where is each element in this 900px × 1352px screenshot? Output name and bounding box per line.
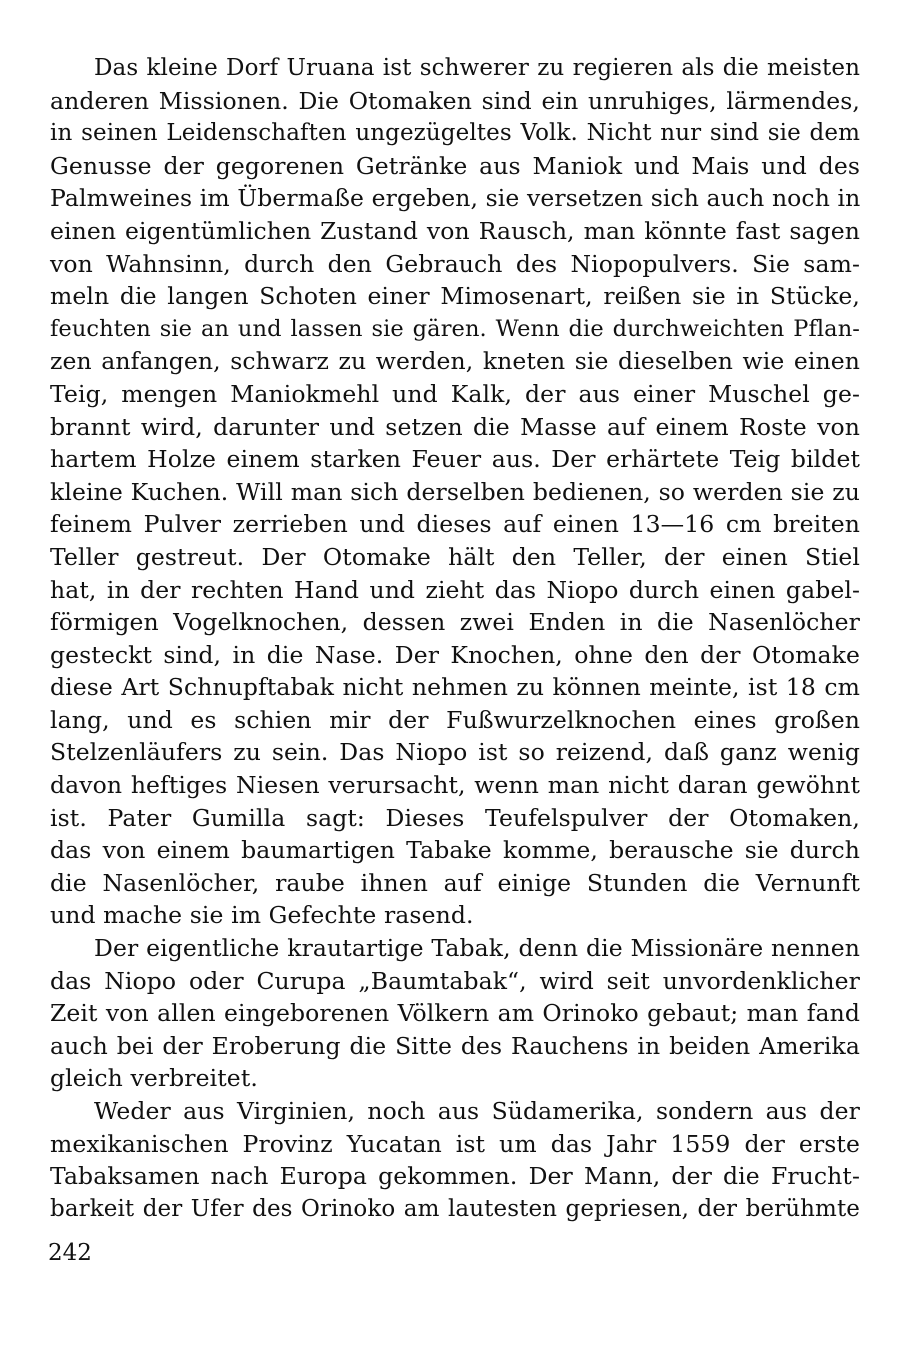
text-line: hat, in der rechten Hand und zieht das Niopo durch einen gabel- [50,575,860,604]
text-line: förmigen Vogelknochen, dessen zwei Enden in die Nasenlöcher [50,608,860,637]
text-line: Das kleine Dorf Uruana ist schwerer zu regieren als die meisten [94,55,860,81]
text-line: Palmweines im Übermaße ergeben, sie versetzen sich auch noch in [50,184,861,213]
paragraph-1 [50,52,860,932]
paragraph-2 [50,932,860,1095]
text-line: zen anfangen, schwarz zu werden, kneten sie dieselben wie einen [50,347,860,376]
text-line: lang, und es schien mir der Fußwurzelknochen eines großen [50,705,860,734]
text-line: Weder aus Virginien, noch aus Südamerika, sondern aus der [94,1097,860,1125]
text-line: Zeit von allen eingeborenen Völkern am Orinoko gebaut; man fand [50,999,860,1028]
text-line: anderen Missionen. Die Otomaken sind ein unruhiges, lärmendes, [50,86,860,115]
text-line: Teig, mengen Maniokmehl und Kalk, der aus einer Muschel ge- [50,379,860,408]
text-line: von Wahnsinn, durch den Gebrauch des Niopopulvers. Sie sam- [50,249,860,278]
text-line: davon heftiges Niesen verursacht, wenn man nicht daran gewöhnt [50,771,860,800]
text-line: in seinen Leidenschaften ungezügeltes Volk. Nicht nur sind sie dem [50,120,860,147]
text-line: das von einem baumartigen Tabake komme, berausche sie durch [50,836,860,865]
text-line: und mache sie im Gefechte rasend. [50,901,474,930]
text-line: Stelzenläufers zu sein. Das Niopo ist so reizend, daß ganz wenig [50,738,860,767]
page-body [50,52,860,1225]
text-line: gesteckt sind, in die Nase. Der Knochen, ohne den der Otomake [50,640,860,669]
text-line: barkeit der Ufer des Orinoko am lautesten gepriesen, der berühmte [50,1195,860,1222]
text-line: meln die langen Schoten einer Mimosenart, reißen sie in Stücke, [50,282,860,311]
text-line: mexikanischen Provinz Yucatan ist um das Jahr 1559 der erste [50,1129,860,1158]
text-line: einen eigentümlichen Zustand von Rausch, man könnte fast sagen [50,216,860,245]
text-line: feinem Pulver zerrieben und dieses auf einen 13—16 cm breiten [50,510,860,539]
page-number: 242 [48,1240,92,1266]
text-line: Genusse der gegorenen Getränke aus Maniok und Mais und des [50,151,860,180]
text-line: kleine Kuchen. Will man sich derselben bedienen, so werden sie zu [50,477,860,506]
text-line: hartem Holze einem starken Feuer aus. Der erhärtete Teig bildet [50,445,860,474]
text-line: die Nasenlöcher, raube ihnen auf einige Stunden die Vernunft [50,868,860,897]
text-line: gleich verbreitet. [50,1064,258,1093]
paragraph-3 [50,1095,860,1225]
text-line: ist. Pater Gumilla sagt: Dieses Teufelspulver der Otomaken, [50,803,860,832]
text-line: auch bei der Eroberung die Sitte des Rauchens in beiden Amerika [50,1031,860,1060]
text-line: Tabaksamen nach Europa gekommen. Der Mann, der die Frucht- [50,1162,860,1191]
text-line: Teller gestreut. Der Otomake hält den Teller, der einen Stiel [50,542,860,571]
text-line: das Niopo oder Curupa „Baumtabak“, wird seit unvordenklicher [50,966,860,995]
text-line: brannt wird, darunter und setzen die Masse auf einem Roste von [50,412,860,441]
text-line: diese Art Schnupftabak nicht nehmen zu können meinte, ist 18 cm [50,673,860,702]
text-line: Der eigentliche krautartige Tabak, denn die Missionäre nennen [94,934,860,963]
text-line: feuchten sie an und lassen sie gären. Wenn die durchweichten Pflan- [50,315,860,342]
